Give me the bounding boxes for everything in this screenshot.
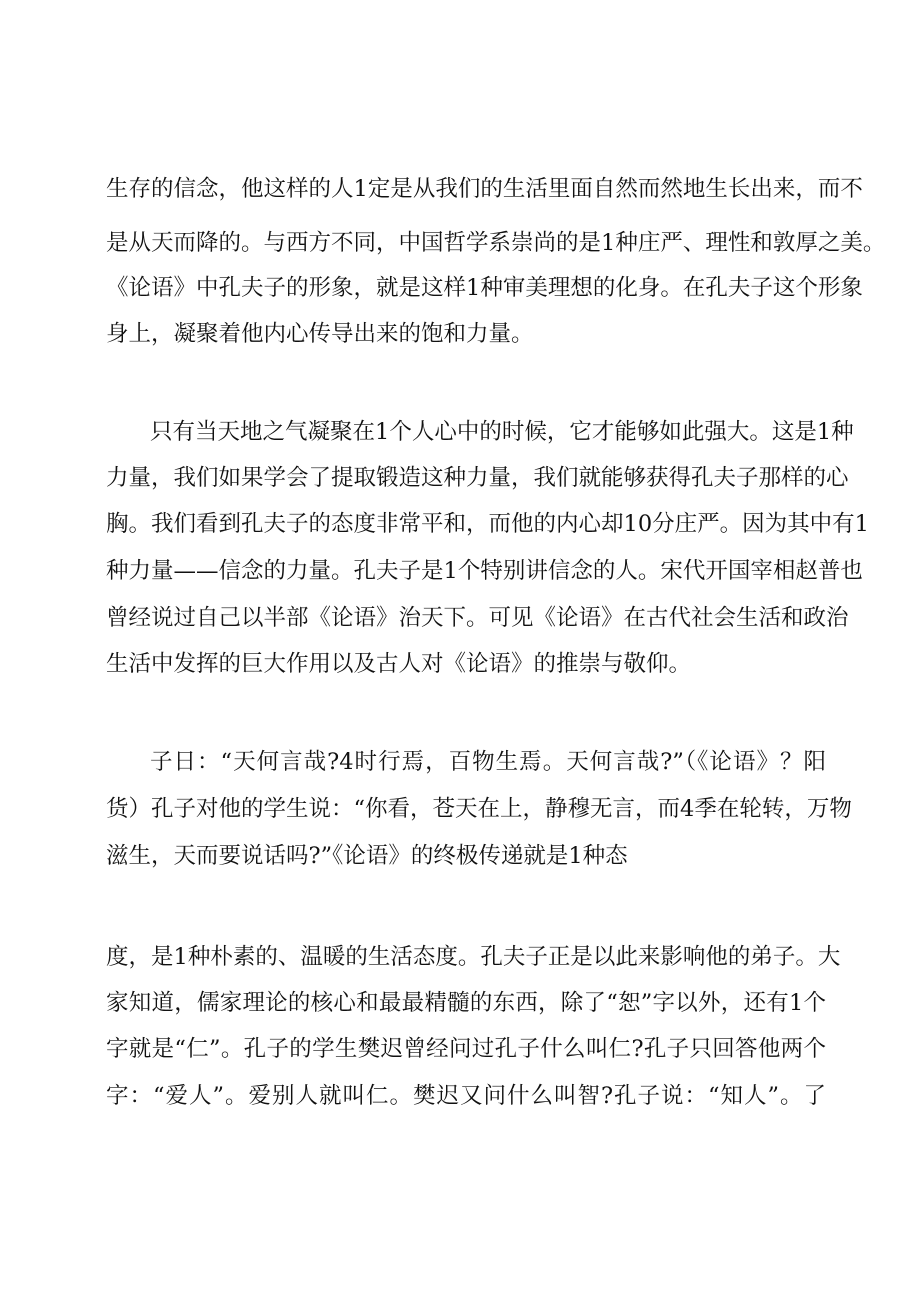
text-line: 滋生，天而要说话吗?”《论语》的终极传递就是1种态	[106, 843, 628, 869]
text-line: 生活中发挥的巨大作用以及古人对《论语》的推崇与敬仰。	[106, 651, 692, 677]
text-line: 力量，我们如果学会了提取锻造这种力量，我们就能够获得孔夫子那样的心	[106, 465, 849, 491]
text-line: 字：“爱人”。爱别人就叫仁。樊迟又问什么叫智?孔子说：“知人”。了	[106, 1083, 826, 1109]
text-line: 胸。我们看到孔夫子的态度非常平和，而他的内心却10分庄严。因为其中有1	[106, 511, 869, 537]
text-line: 《论语》中孔夫子的形象，就是这样1种审美理想的化身。在孔夫子这个形象	[106, 275, 863, 301]
text-line: 只有当天地之气凝聚在1个人心中的时候，它才能够如此强大。这是1种	[150, 419, 854, 445]
text-line: 身上，凝聚着他内心传导出来的饱和力量。	[106, 321, 534, 347]
text-line: 度，是1种朴素的、温暖的生活态度。孔夫子正是以此来影响他的弟子。大	[106, 944, 841, 970]
text-line: 曾经说过自己以半部《论语》治天下。可见《论语》在古代社会生活和政治	[106, 605, 849, 631]
text-line: 是从天而降的。与西方不同，中国哲学系崇尚的是1种庄严、理性和敦厚之美。	[106, 230, 886, 256]
text-line: 子日：“天何言哉?4时行焉，百物生焉。天何言哉?”（《论语》？阳	[150, 749, 826, 775]
text-line: 生存的信念，他这样的人1定是从我们的生活里面自然而然地生长出来，而不	[106, 176, 863, 202]
text-line: 家知道，儒家理论的核心和最最精髓的东西，除了“恕”字以外，还有1个	[106, 990, 826, 1016]
text-line: 货）孔子对他的学生说：“你看，苍天在上，静穆无言，而4季在轮转，万物	[106, 796, 852, 822]
text-line: 种力量——信念的力量。孔夫子是1个特别讲信念的人。宋代开国宰相赵普也	[106, 558, 863, 584]
text-line: 字就是“仁”。孔子的学生樊迟曾经问过孔子什么叫仁?孔子只回答他两个	[106, 1036, 826, 1062]
